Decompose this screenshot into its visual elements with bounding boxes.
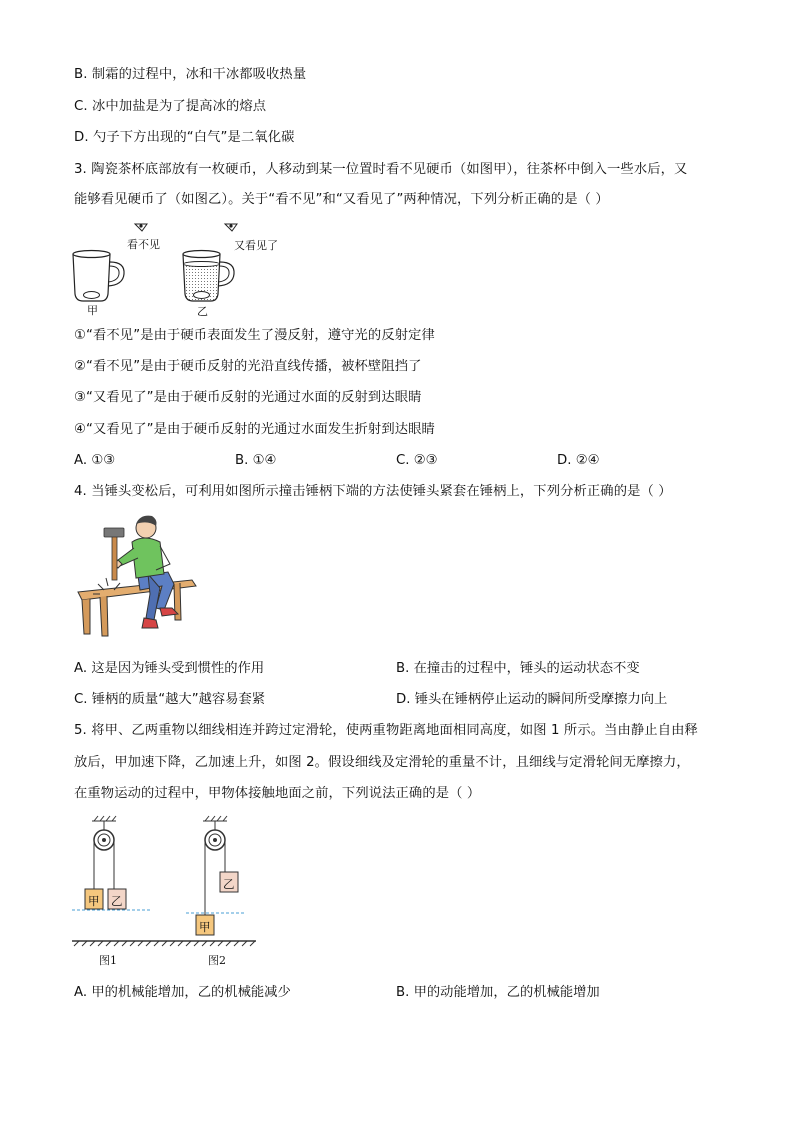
q3-option-a: A. ①③: [74, 453, 116, 468]
q3-option-d: D. ②④: [557, 453, 600, 468]
q3-option-c: C. ②③: [396, 453, 438, 468]
cup-label-right: 乙: [197, 305, 208, 318]
pulley-right: [205, 830, 225, 850]
q2-option-c: C. 冰中加盐是为了提高冰的熔点: [74, 99, 267, 114]
q3-option-b: B. ①④: [235, 453, 277, 468]
q3-statement-4: ④“又看见了”是由于硬币反射的光通过水面发生折射到达眼睛: [74, 422, 435, 437]
q2-option-b: B. 制霜的过程中，冰和干冰都吸收热量: [74, 67, 307, 82]
fig2-block-a-label: 甲: [199, 920, 211, 934]
q4-option-d: D. 锤头在锤柄停止运动的瞬间所受摩擦力向上: [396, 692, 668, 707]
eye-label-right: 又看见了: [234, 239, 278, 252]
q2-option-d: D. 勺子下方出现的“白气”是二氧化碳: [74, 130, 295, 145]
q5-option-b: B. 甲的动能增加，乙的机械能增加: [396, 985, 600, 1000]
q4-stem: 4. 当锤头变松后，可利用如图所示撞击锤柄下端的方法使锤头紧套在锤柄上，下列分析正确的是（ ）: [74, 484, 672, 499]
q4-option-b: B. 在撞击的过程中，锤头的运动状态不变: [396, 661, 640, 676]
q3-stem-line2: 能够看见硬币了（如图乙）。关于“看不见”和“又看见了”两种情况，下列分析正确的是（ ）: [74, 192, 609, 207]
q3-statement-1: ①“看不见”是由于硬币表面发生了漫反射，遵守光的反射定律: [74, 328, 435, 343]
eye-icon-right: [225, 224, 237, 231]
q5-option-a: A. 甲的机械能增加，乙的机械能减少: [74, 985, 291, 1000]
q3-statement-3: ③“又看见了”是由于硬币反射的光通过水面的反射到达眼睛: [74, 390, 422, 405]
q4-hammer-figure: [74, 512, 204, 640]
fig2-caption: 图2: [208, 954, 226, 967]
cup-label-left: 甲: [87, 304, 98, 317]
q5-stem-line1: 5. 将甲、乙两重物以细线相连并跨过定滑轮，使两重物距离地面相同高度，如图 1 所示。当由静止自由释: [74, 723, 698, 738]
eye-label-left: 看不见: [127, 238, 160, 251]
cup-right: [183, 251, 234, 302]
pulley-left: [94, 830, 114, 850]
eye-icon-left: [135, 224, 147, 231]
fig1-caption: 图1: [99, 954, 117, 967]
man-hammer-illustration: [74, 512, 204, 640]
q4-option-c: C. 锤柄的质量“越大”越容易套紧: [74, 692, 266, 707]
q3-statement-2: ②“看不见”是由于硬币反射的光沿直线传播，被杯壁阻挡了: [74, 359, 422, 374]
fig1-block-a-label: 甲: [88, 894, 100, 908]
cup-left: [73, 251, 124, 302]
q5-stem-line3: 在重物运动的过程中，甲物体接触地面之前，下列说法正确的是（ ）: [74, 786, 481, 801]
ground: [72, 941, 256, 946]
q3-stem-line1: 3. 陶瓷茶杯底部放有一枚硬币，人移动到某一位置时看不见硬币（如图甲），往茶杯中倒入一些水后，又: [74, 162, 688, 177]
q5-stem-line2: 放后，甲加速下降，乙加速上升，如图 2。假设细线及定滑轮的重量不计，且细线与定滑轮间无摩擦力，: [74, 755, 690, 770]
fig1-block-b-label: 乙: [111, 894, 123, 908]
fig2-block-b-label: 乙: [223, 877, 235, 891]
q4-option-a: A. 这是因为锤头受到惯性的作用: [74, 661, 265, 676]
